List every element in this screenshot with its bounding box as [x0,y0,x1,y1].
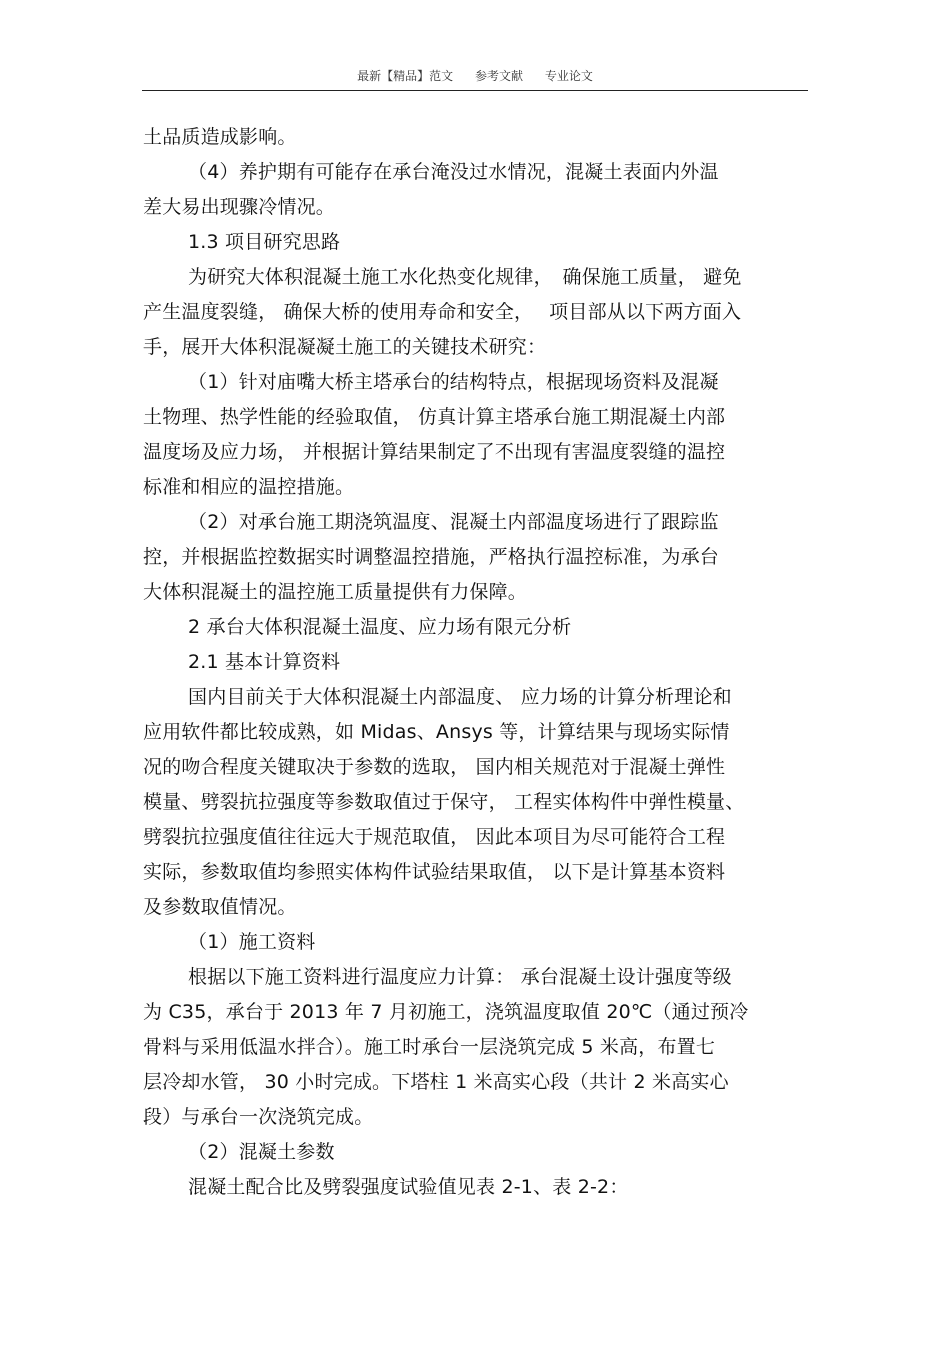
text-line: 产生温度裂缝， 确保大桥的使用寿命和安全， 项目部从以下两方面入 [143,301,742,323]
text-line: （2）对承台施工期浇筑温度、混凝土内部温度场进行了跟踪监 [188,511,719,533]
text-line: 土物理、热学性能的经验取值， 仿真计算主塔承台施工期混凝土内部 [143,406,726,428]
text-line: 及参数取值情况。 [143,896,297,918]
section-heading: 1.3 项目研究思路 [188,231,341,253]
text-line: 为 C35，承台于 2013 年 7 月初施工，浇筑温度取值 20℃（通过预冷 [143,1001,749,1023]
text-line: 手，展开大体积混凝凝土施工的关键技术研究： [143,336,547,358]
text-line: 实际，参数取值均参照实体构件试验结果取值， 以下是计算基本资料 [143,861,726,883]
text-line: 根据以下施工资料进行温度应力计算： 承台混凝土设计强度等级 [188,966,732,988]
text-line: 土品质造成影响。 [143,126,297,148]
text-line: 劈裂抗拉强度值往往远大于规范取值， 因此本项目为尽可能符合工程 [143,826,726,848]
header-item-featured: 最新【精品】范文 [357,69,454,83]
text-line: 国内目前关于大体积混凝土内部温度、 应力场的计算分析理论和 [188,686,732,708]
text-line: 况的吻合程度关键取决于参数的选取， 国内相关规范对于混凝土弹性 [143,756,726,778]
section-heading: 2 承台大体积混凝土温度、应力场有限元分析 [188,616,572,638]
text-line: 标准和相应的温控措施。 [143,476,355,498]
text-line: 温度场及应力场， 并根据计算结果制定了不出现有害温度裂缝的温控 [143,441,726,463]
text-line: （4）养护期有可能存在承台淹没过水情况，混凝土表面内外温 [188,161,719,183]
text-line: （1）针对庙嘴大桥主塔承台的结构特点，根据现场资料及混凝 [188,371,719,393]
header-item-papers: 专业论文 [544,69,593,83]
section-heading: （1）施工资料 [188,931,316,953]
text-line: 段）与承台一次浇筑完成。 [143,1106,374,1128]
text-line: 层冷却水管， 30 小时完成。下塔柱 1 米高实心段（共计 2 米高实心 [143,1071,729,1093]
section-heading: （2）混凝土参数 [188,1141,335,1163]
section-heading: 2.1 基本计算资料 [188,651,341,673]
text-line: 骨料与采用低温水拌合）。施工时承台一层浇筑完成 5 米高，布置七 [143,1036,716,1058]
text-line: 为研究大体积混凝土施工水化热变化规律， 确保施工质量， 避免 [188,266,742,288]
text-line: 应用软件都比较成熟，如 Midas、Ansys 等，计算结果与现场实际情 [143,721,730,743]
header-item-references: 参考文献 [474,69,523,83]
text-line: 混凝土配合比及劈裂强度试验值见表 2-1、表 2-2： [188,1176,629,1198]
text-line: 差大易出现骤冷情况。 [143,196,336,218]
text-line: 控，并根据监控数据实时调整温控措施，严格执行温控标准，为承台 [143,546,720,568]
text-line: 大体积混凝土的温控施工质量提供有力保障。 [143,581,528,603]
text-line: 模量、劈裂抗拉强度等参数取值过于保守， 工程实体构件中弹性模量、 [143,791,745,813]
